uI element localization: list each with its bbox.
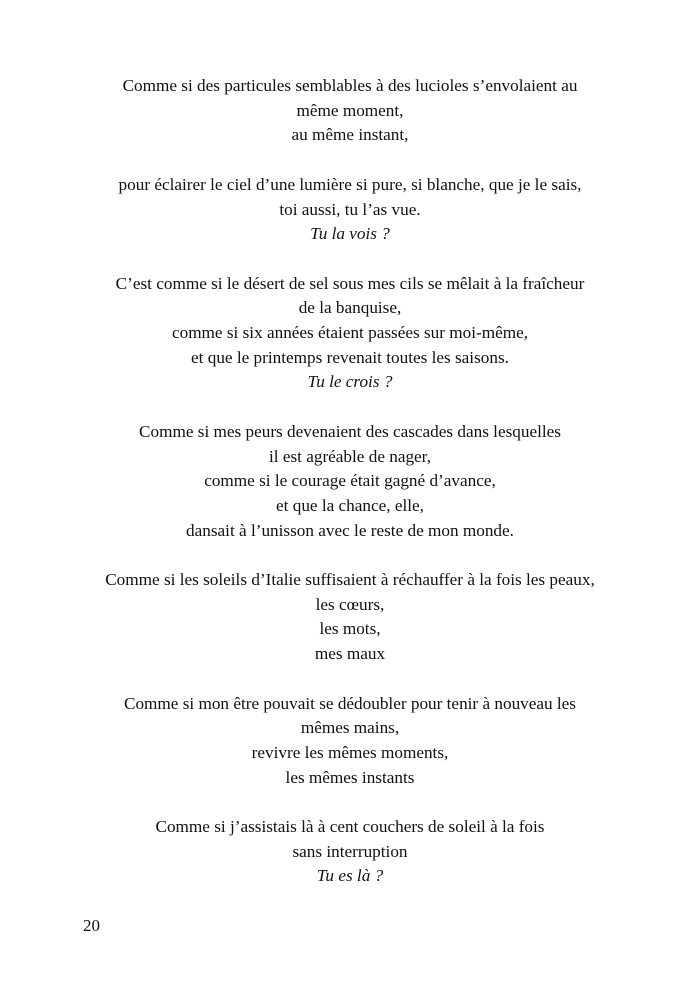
poem-line: C’est comme si le désert de sel sous mes cils se mêlait à la fraîcheur bbox=[115, 273, 585, 293]
poem-line: sans interruption bbox=[292, 841, 408, 861]
poem-line: mes maux bbox=[314, 644, 386, 664]
poem-refrain: Tu la vois ? bbox=[310, 224, 390, 244]
poem-line: les mêmes instants bbox=[285, 767, 415, 787]
poem-line: les cœurs, bbox=[315, 594, 385, 614]
stanza-1 bbox=[0, 74, 700, 148]
poem-line: mêmes mains, bbox=[300, 718, 400, 738]
poem-line: même moment, bbox=[296, 100, 404, 120]
page-number: 20 bbox=[83, 916, 100, 935]
poem-line: comme si six années étaient passées sur moi-même, bbox=[171, 323, 529, 342]
poem-line: au même instant, bbox=[291, 125, 409, 145]
stanza-3 bbox=[0, 272, 700, 396]
poem-line: dansait à l’unisson avec le reste de mon monde. bbox=[186, 520, 514, 540]
poem-line: pour éclairer le ciel d’une lumière si pure, si blanche, que je le sais, bbox=[118, 174, 582, 194]
poem-line: Comme si j’assistais là à cent couchers de soleil à la fois bbox=[155, 817, 545, 836]
poem-line: Comme si mon être pouvait se dédoubler pour tenir à nouveau les bbox=[123, 693, 576, 713]
poem-refrain: Tu le crois ? bbox=[307, 372, 393, 392]
poem-line: comme si le courage était gagné d’avance, bbox=[204, 471, 496, 491]
stanza-5 bbox=[0, 568, 700, 667]
poem-line: il est agréable de nager, bbox=[268, 446, 432, 466]
poem-refrain: Tu es là ? bbox=[316, 866, 384, 886]
poem-line: et que le printemps revenait toutes les saisons. bbox=[191, 347, 509, 367]
poem-line: les mots, bbox=[319, 619, 381, 639]
stanza-2 bbox=[0, 173, 700, 247]
poem-line: Comme si des particules semblables à des lucioles s’envolaient au bbox=[122, 76, 578, 95]
poem-line: Comme si les soleils d’Italie suffisaient à réchauffer à la fois les peaux, bbox=[105, 570, 595, 589]
stanza-6 bbox=[0, 692, 700, 791]
poem-line: de la banquise, bbox=[298, 298, 402, 318]
poem-line: et que la chance, elle, bbox=[276, 495, 424, 515]
poem-line: toi aussi, tu l’as vue. bbox=[279, 199, 421, 219]
poem-line: Comme si mes peurs devenaient des cascades dans lesquelles bbox=[139, 421, 561, 441]
stanza-4 bbox=[0, 420, 700, 544]
poem bbox=[0, 74, 700, 889]
poem-line: revivre les mêmes moments, bbox=[251, 742, 449, 762]
stanza-7 bbox=[0, 815, 700, 889]
